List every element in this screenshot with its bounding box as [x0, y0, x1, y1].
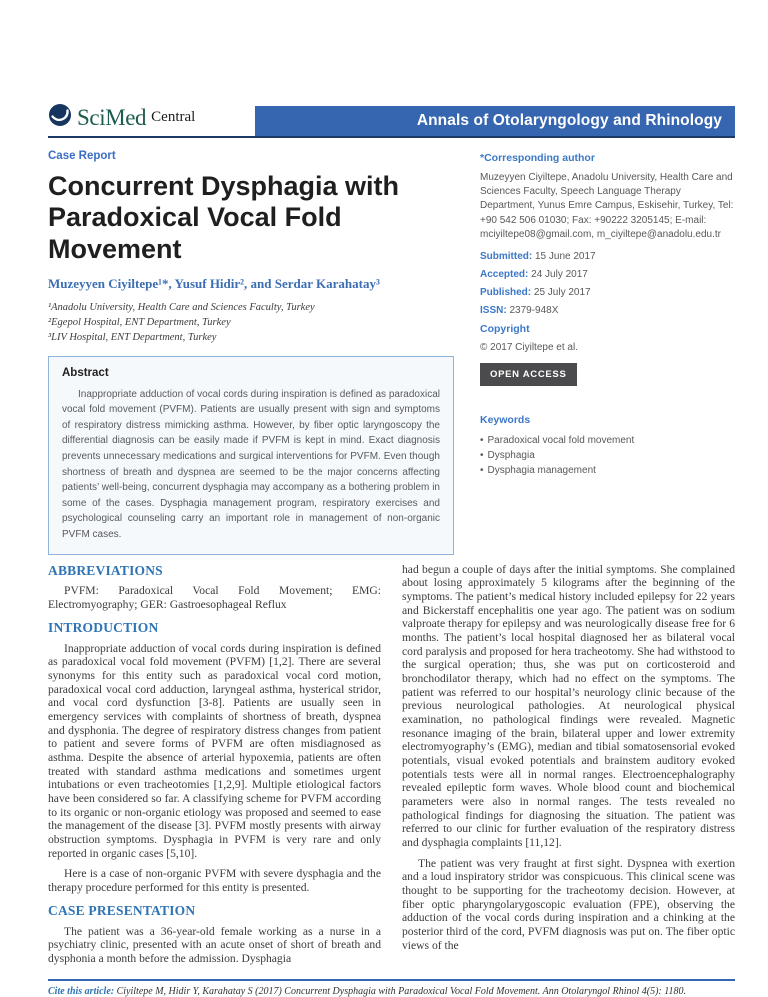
- keyword-item: [480, 433, 735, 448]
- affiliation-2: ²Egepol Hospital, ENT Department, Turkey: [48, 317, 231, 329]
- accepted-row: [480, 269, 735, 280]
- body-right-column: [402, 563, 735, 973]
- journal-title-banner: Annals of Otolaryngology and Rhinology: [255, 106, 735, 136]
- abstract-heading: Abstract: [62, 366, 109, 379]
- keyword-text: Dysphagia: [487, 449, 535, 461]
- submitted-value: 15 June 2017: [532, 250, 596, 262]
- accepted-label: Accepted:: [480, 268, 529, 280]
- published-label: Published:: [480, 286, 532, 298]
- publisher-logo: [48, 103, 255, 136]
- submitted-label: Submitted:: [480, 250, 533, 262]
- citation-footer: [48, 979, 735, 997]
- keyword-item: [480, 463, 735, 478]
- abbreviations-heading: ABBREVIATIONS: [48, 562, 163, 578]
- article-info-sidebar: [480, 138, 735, 555]
- introduction-heading: INTRODUCTION: [48, 619, 159, 635]
- copyright-heading: Copyright: [480, 322, 530, 335]
- article-head-section: [48, 138, 735, 555]
- published-row: [480, 287, 735, 298]
- keyword-text: Dysphagia management: [487, 464, 596, 476]
- keyword-text: Paradoxical vocal fold movement: [487, 434, 635, 446]
- abstract-text: Inappropriate adduction of vocal cords during inspiration is defined as paradoxical vocal fold movement (PVFM). Patients are usually present with sign and symptoms of respiratory distress mimicking asthma. However, by fiber optic laryngoscopy the differential diagnosis can be easily made if PVFM is kept in mind. Exact diagnosis prevents unnecessary medications and surgical interventions for PVFM. Even though shortness of breath and dyspnea are seemed to be the major concerns affecting patients’ well-being, concurrent dysphagia may accompany as a bothering problem in some of the cases. Dysphagia management program, respiratory exercises and psychological counseling carry an important role in management of non-organic PVFM cases.: [62, 388, 440, 540]
- page-header: [48, 103, 735, 138]
- case-presentation-paragraph: The patient was a 36-year-old female working as a nurse in a psychiatry clinic, presented with an acute onset of short of breath and dysphonia a month before the admission. Dysphagia: [48, 924, 381, 966]
- published-value: 25 July 2017: [531, 286, 591, 298]
- cite-text: Ciyiltepe M, Hidir Y, Karahatay S (2017) Concurrent Dysphagia with Paradoxical Vocal Fold Movement. Ann Otolaryngol Rhinol 4(5): 1180.: [114, 985, 686, 997]
- bullet-icon: •: [480, 464, 484, 476]
- issn-row: [480, 305, 735, 316]
- submitted-row: [480, 251, 735, 262]
- bullet-icon: •: [480, 449, 484, 461]
- bullet-icon: •: [480, 434, 484, 446]
- article-title: Concurrent Dysphagia with Paradoxical Vocal Fold Movement: [48, 171, 400, 264]
- issn-value: 2379-948X: [506, 304, 559, 316]
- corresponding-author-text: Muzeyyen Ciyiltepe, Anadolu University, Health Care and Sciences Faculty, Speech Language Therapy Department, Yunus Emre Campus, Eskisehir, Turkey, Tel: +90 542 506 01030; Fax: +90222 3205145; E-mail: mciyiltepe08@gmail.com, m_ciyiltepe@anadolu.edu.tr: [480, 172, 734, 240]
- right-column-paragraph-1: had begun a couple of days after the initial symptoms. She complained about losing approximately 5 kilograms after the beginning of the symptoms. The patient’s medical history included epilepsy for 22 years and Bickerstaff encephalitis one year ago. The patient was on sodium valproate therapy for epilepsy and was neurologically disease free for 6 months. The patient’s local hospital diagnosed her as bilateral vocal cord paralysis and proposed for hera tracheotomy. She had withstood to the surgical operation; thus, she was put on corticosteroid and bronchodilator therapy, which had no effect on the symptoms. The patient was referred to our hospital’s neurology clinic because of the previous neurological pathologies. At neurological physical examination, no pathological findings were revealed. Magnetic resonance imaging of the brain, bilateral upper and lower extremity electromyography’s (EMG), median and tibial somatosensorial evoked potentials, visual evoked potentials and brainstem auditory evoked potentials tests were all in normal ranges. Electroencephalography revealed epileptic form waves. Whole blood count and biochemical parameters were also in normal ranges. The tests revealed no pathological findings for diagnosing the situation. The patient was referred to our clinic for further evaluation of the respiratory distress and dysphagia complaints [11,12].: [402, 562, 735, 849]
- keywords-heading: Keywords: [480, 413, 531, 426]
- open-access-button[interactable]: OPEN ACCESS: [480, 363, 577, 386]
- authors-line: Muzeyyen Ciyiltepe¹*, Yusuf Hidir², and Serdar Karahatay³: [48, 275, 380, 291]
- abstract-box: [48, 356, 454, 555]
- keyword-item: [480, 448, 735, 463]
- corresponding-author-heading: *Corresponding author: [480, 152, 595, 164]
- logo-text-central: Central: [151, 109, 196, 125]
- article-body: [48, 563, 735, 973]
- body-left-column: [48, 563, 381, 973]
- introduction-paragraph-2: Here is a case of non-organic PVFM with severe dysphagia and the therapy procedure performed for this entity is presented.: [48, 867, 381, 895]
- affiliation-3: ³LIV Hospital, ENT Department, Turkey: [48, 332, 217, 344]
- abbreviations-paragraph: PVFM: Paradoxical Vocal Fold Movement; EMG: Electromyography; GER: Gastroesophageal Reflux: [48, 584, 381, 612]
- accepted-value: 24 July 2017: [528, 268, 588, 280]
- cite-label: Cite this article:: [48, 985, 115, 997]
- logo-text-scimed: SciMed: [77, 104, 147, 130]
- affiliation-1: ¹Anadolu University, Health Care and Sciences Faculty, Turkey: [48, 301, 315, 313]
- scimed-logo-icon: [48, 103, 72, 132]
- copyright-text: © 2017 Ciyiltepe et al.: [480, 341, 578, 353]
- right-column-paragraph-2: The patient was very fraught at first sight. Dyspnea with exertion and a loud inspiratory stridor was conspicuous. This clinical scene was thought to be supporting for the tracheotomy decision. However, at fiber optic pharyngolarygoscopic evaluation (FPE), observing the adduction of the vocal cords during inspiration and a chinking at the posterior third of the cord, PVFM diagnosis was put on. The fiber optic views of the: [402, 856, 735, 952]
- issn-label: ISSN:: [480, 304, 507, 316]
- case-presentation-heading: CASE PRESENTATION: [48, 902, 196, 918]
- article-type-label: Case Report: [48, 150, 116, 162]
- keywords-list: [480, 433, 735, 478]
- article-head-column: [48, 138, 454, 555]
- introduction-paragraph-1: Inappropriate adduction of vocal cords during inspiration is defined as paradoxical vocal fold movement (PVFM) [1,2]. There are several synonyms for this entity such as paradoxical vocal cord motion, paradoxical vocal cord adduction, laryngeal asthma, hysterical stridor, and vocal cord dysfunction [3-8]. Patients are usually seen in emergency services with complaints of shortness of breath, dyspnea and dysphonia. The degree of respiratory distress changes from patient to patient and severe forms of PVFM are often misdiagnosed as asthma. Despite the absence of arterial hypoxemia, patients are often treated with standard asthma medications and sometimes urgent intubations or even tracheotomies [1,2,9]. Multiple etiological factors have been considered so far. A classifying scheme for PVFM according to its organic or non-organic etiology was proposed and seemed to ease the management of the disease [3]. PVFM mostly presents with airway obstruction symptoms. Dysphagia in PVFM is very rare and only reported in organic cases [5,10].: [48, 641, 381, 860]
